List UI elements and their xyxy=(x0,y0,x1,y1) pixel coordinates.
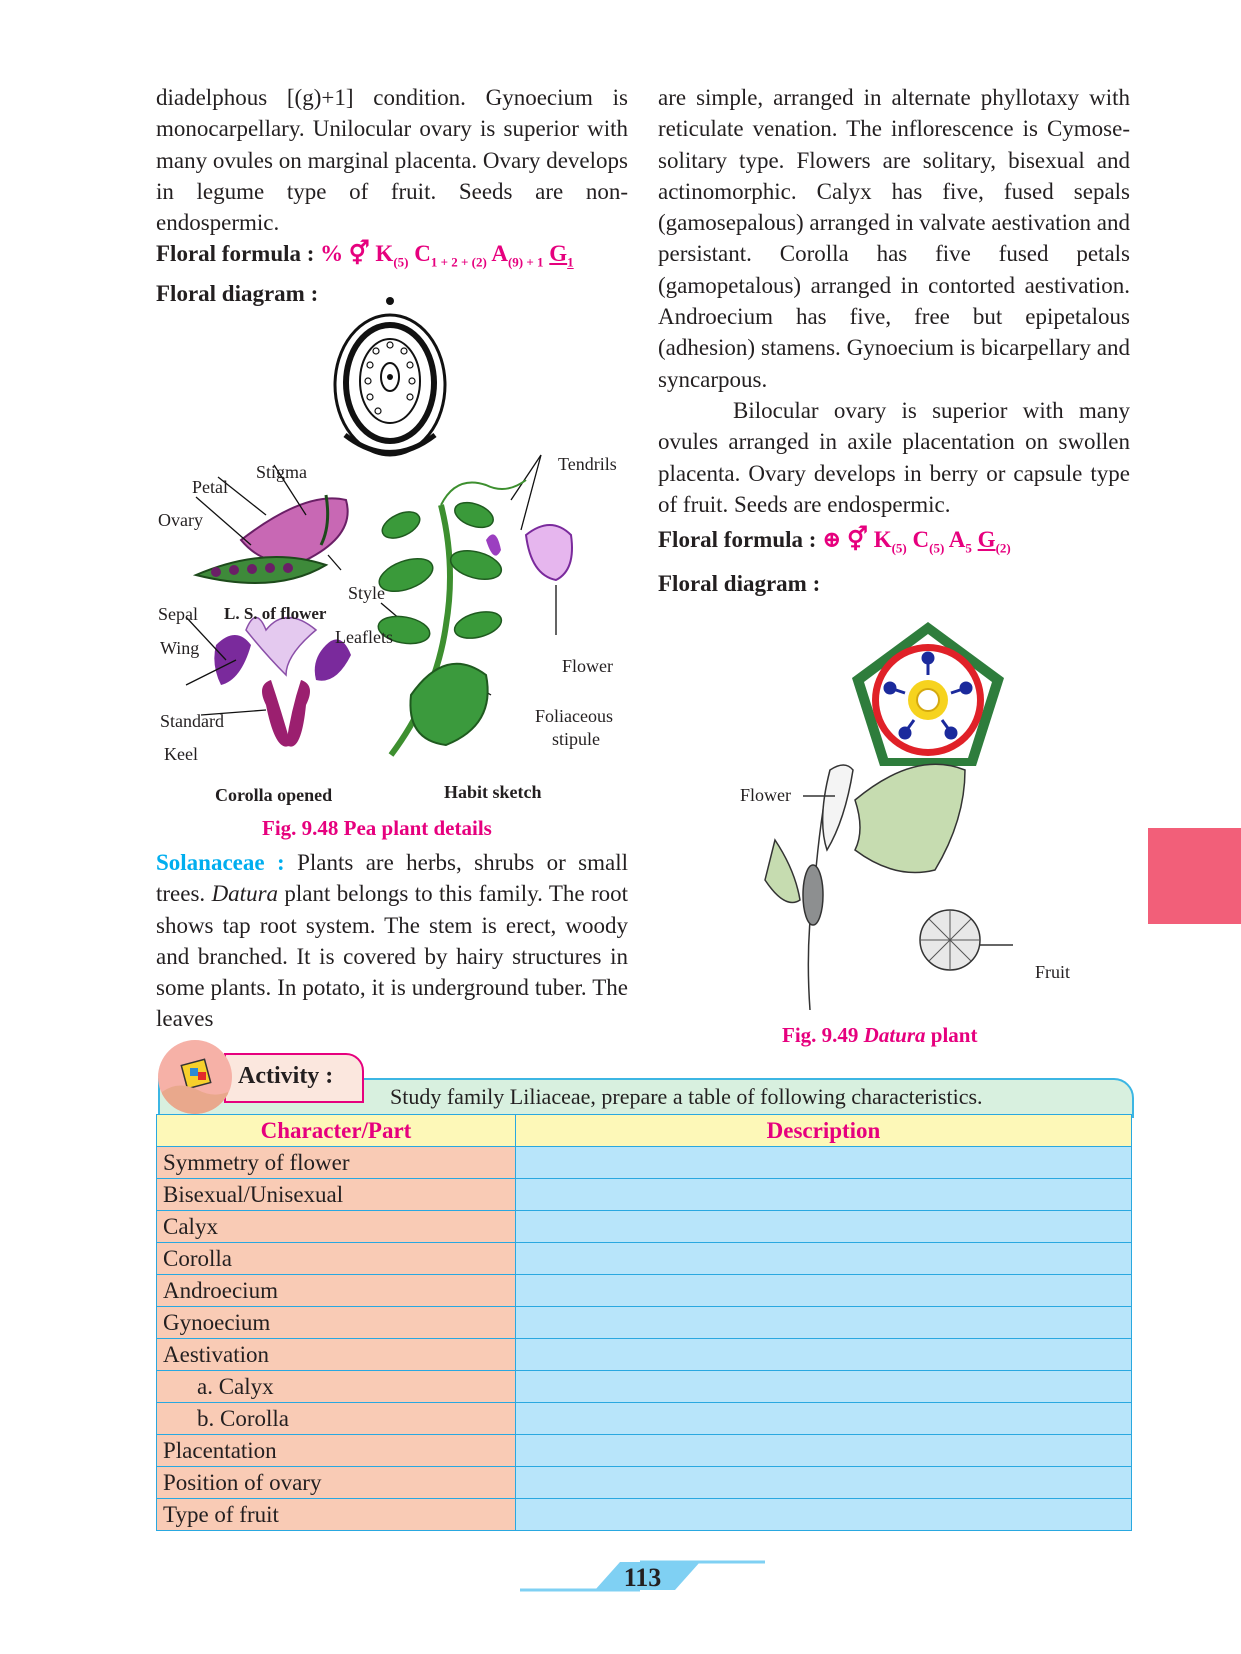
floral-formula-pea: Floral formula : % ⚥ $K_{(5)}$ $C_{1 + 2 + (2)}$ $A_{(9) + 1}$ $G_1$ xyxy=(156,241,574,271)
activity-cube-icon xyxy=(158,1040,232,1114)
activity-instruction: Study family Liliaceae, prepare a table of following characteristics. xyxy=(390,1084,983,1109)
fig49-caption: Fig. 9.49 Datura plant xyxy=(782,1023,978,1047)
label-flower: Flower xyxy=(562,656,613,676)
description-cell[interactable] xyxy=(516,1211,1132,1243)
left-paragraph: diadelphous [(g)+1] condition. Gynoecium is monocarpellary. Unilocular ovary is superior with many ovules on marginal placenta. Ovary develops in legume type of fruit. Seeds are non-endospermic. xyxy=(156,85,628,236)
description-cell[interactable] xyxy=(516,1339,1132,1371)
table-row: Placentation xyxy=(157,1435,1132,1467)
wing-petal-left xyxy=(214,635,251,685)
left-column xyxy=(156,82,628,310)
keel-petal-left xyxy=(262,680,291,747)
description-cell[interactable] xyxy=(516,1307,1132,1339)
description-cell[interactable] xyxy=(516,1435,1132,1467)
floral-formula-datura: Floral formula : ⊕ ⚥ $K_{(5)}$ $C_{(5)}$ $A_5$ $G_{(2)}$ xyxy=(658,527,1011,556)
label-foliaceous: Foliaceous xyxy=(535,706,613,726)
foliaceous-stipule xyxy=(410,664,487,745)
description-cell[interactable] xyxy=(516,1243,1132,1275)
description-cell[interactable] xyxy=(516,1179,1132,1211)
floral-diagram-label-datura: Floral diagram : xyxy=(658,571,821,597)
table-row: Corolla xyxy=(157,1243,1132,1275)
table-header-row xyxy=(157,1115,1132,1147)
fig48-caption: Fig. 9.48 Pea plant details xyxy=(262,816,492,840)
datura-flower xyxy=(823,765,853,850)
label-ls-of-flower: L. S. of flower xyxy=(224,604,327,623)
floral-diagram-label-pea: Floral diagram : xyxy=(156,281,319,307)
label-corolla-opened: Corolla opened xyxy=(215,785,333,805)
side-tab-marker xyxy=(1148,828,1241,924)
label-leaflets: Leaflets xyxy=(335,627,393,647)
label-wing: Wing xyxy=(160,638,200,658)
table-row: Position of ovary xyxy=(157,1467,1132,1499)
header-description: Description xyxy=(516,1115,1132,1147)
table-row: Symmetry of flower xyxy=(157,1147,1132,1179)
table-row: a. Calyx xyxy=(157,1371,1132,1403)
description-cell[interactable] xyxy=(516,1499,1132,1531)
right-paragraph-2: Bilocular ovary is superior with many ovules arranged in axile placentation on swollen placenta. Ovary develops in berry or capsule type of fruit. Seeds are endospermic. xyxy=(658,397,1130,517)
label-keel: Keel xyxy=(164,744,198,764)
datura-floral-diagram xyxy=(848,620,1008,770)
datura-leaf xyxy=(855,764,965,872)
habit-flower xyxy=(526,525,572,580)
label-habit-sketch: Habit sketch xyxy=(444,782,542,802)
label-stipule: stipule xyxy=(552,729,600,749)
label-datura-flower: Flower xyxy=(740,785,791,805)
description-cell[interactable] xyxy=(516,1147,1132,1179)
label-standard: Standard xyxy=(160,711,224,731)
page-number: 113 xyxy=(623,1563,662,1592)
activity-tag: Activity : xyxy=(224,1053,364,1103)
table-row: b. Corolla xyxy=(157,1403,1132,1435)
table-row: Calyx xyxy=(157,1211,1132,1243)
label-stigma: Stigma xyxy=(256,462,308,482)
pea-floral-diagram xyxy=(330,295,450,465)
label-style: Style xyxy=(348,583,386,603)
activity-table xyxy=(156,1114,1132,1531)
description-cell[interactable] xyxy=(516,1467,1132,1499)
right-column xyxy=(658,82,1130,599)
table-row: Aestivation xyxy=(157,1339,1132,1371)
label-ovary: Ovary xyxy=(158,510,203,530)
description-cell[interactable] xyxy=(516,1403,1132,1435)
solanaceae-paragraph: Solanaceae : Plants are herbs, shrubs or small trees. Datura plant belongs to this family. The root shows tap root system. The stem is erect, woody and branched. It is covered by hairy structures in some plants. In potato, it is underground tuber. The leaves xyxy=(156,850,629,1032)
label-datura-fruit: Fruit xyxy=(1035,962,1071,982)
keel-petal-right xyxy=(286,680,310,747)
label-sepal: Sepal xyxy=(158,604,198,624)
label-tendrils: Tendrils xyxy=(558,454,617,474)
table-row: Type of fruit xyxy=(157,1499,1132,1531)
label-petal: Petal xyxy=(192,477,228,497)
standard-petal xyxy=(246,618,316,676)
right-paragraph-1: are simple, arranged in alternate phyllotaxy with reticulate venation. The inflorescence is Cymose- solitary type. Flowers are solitary, bisexual and actinomorphic. Calyx has five, fused sepals (gamosepalous) arranged in valvate aestivation and persistant. Corolla has five fused petals (gamopetalous) arranged in contorted aestivation. Androecium has five, free but epipetalous (adhesion) stamens. Gynoecium is bicarpellary and syncarpous. xyxy=(658,85,1130,392)
table-row: Bisexual/Unisexual xyxy=(157,1179,1132,1211)
header-character-part: Character/Part xyxy=(157,1115,516,1147)
table-row: Androecium xyxy=(157,1275,1132,1307)
description-cell[interactable] xyxy=(516,1371,1132,1403)
description-cell[interactable] xyxy=(516,1275,1132,1307)
pea-plant-figure xyxy=(156,455,636,805)
table-row: Gynoecium xyxy=(157,1307,1132,1339)
